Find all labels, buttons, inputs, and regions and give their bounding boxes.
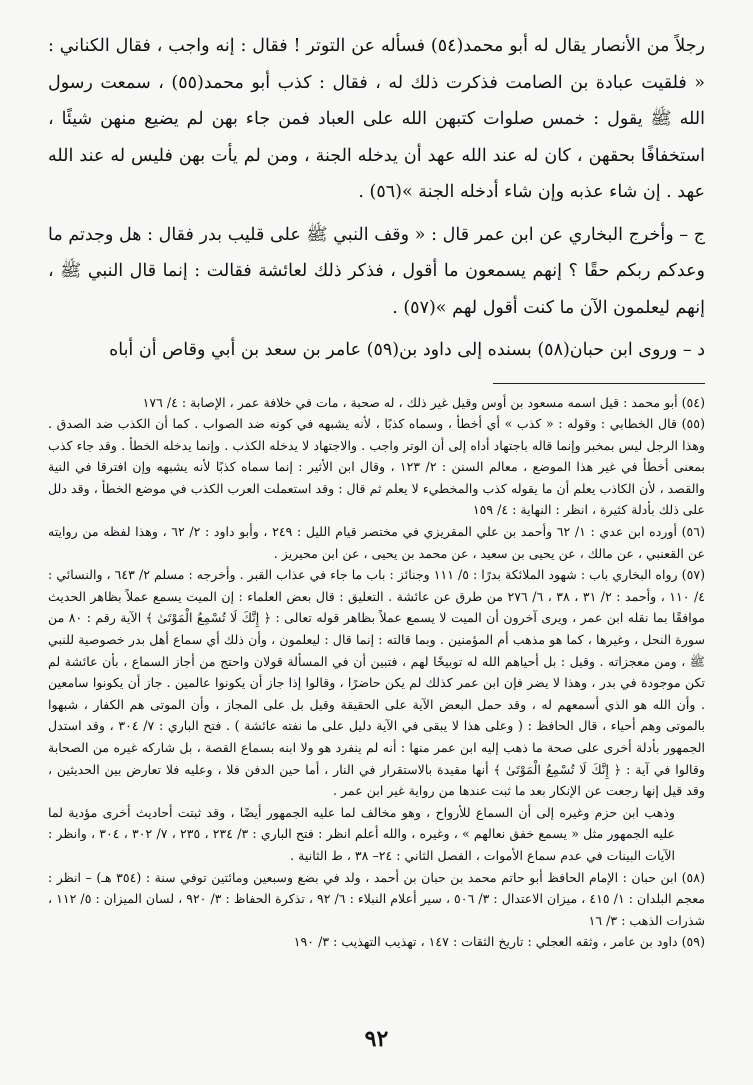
main-paragraph: رجلاً من الأنصار يقال له أبو محمد(٥٤) فسأله عن التوتر ! فقال : إنه واجب ، فقال الكناني : « فلقيت عبادة بن الصامت فذكرت ذلك له ، فقال : كذب أبو محمد(٥٥) ، سمعت رسول الله ﷺ يقول : خمس صلوات كتبهن الله على العباد فمن جاء بهن لم يضيع منهن شيئًا ، استخفافًا بحقهن ، كان له عند الله عهد أن يدخله الجنة ، ومن لم يأت بهن فليس له عند الله عهد . إن شاء عذبه وإن شاء أدخله الجنة »(٥٦) . — [48, 36, 705, 202]
footnote: (٥٨) ابن حبان : الإمام الحافظ أبو حاتم محمد بن حبان بن أحمد ، ولد في بضع وسبعين ومائتين توفي سنة : (٣٥٤ هـ) – انظر : معجم البلدان : ١/ ٤١٥ ، ميزان الاعتدال : ٣/ ٥٠٦ ، سير أعلام النبلاء : ٦/ ٩٢ ، تذكرة الحفاظ : ٣/ ٩٢٠ ، لسان الميزان : ٥/ ١١٢ ، شذرات الذهب : ٣/ ١٦ — [48, 869, 706, 928]
footnote-continuation: وذهب ابن حزم وغيره إلى أن السماع للأرواح ، وهو مخالف لما عليه الجمهور أيضًا ، وقد ثبتت أحاديث أخرى مؤدية لما عليه الجمهور مثل « يسمع خفق نعالهم » ، وغيره ، والله أعلم انظر : فتح الباري : ٣/ ٢٣٤ ، ٢٣٥ ، ٧/ ٣٠٢ ، ٣٠٤ ، وانظر : الآيات البينات في عدم سماع الأموات ، الفصل الثاني : ٢٤– ٣٨ ، ط الثانية . — [48, 804, 675, 863]
footnote: (٥٩) داود بن عامر ، وثقه العجلي : تاريخ الثقات : ١٤٧ ، تهذيب التهذيب : ٣/ ١٩٠ — [293, 934, 705, 950]
footnote: (٥٤) أبو محمد : قيل اسمه مسعود بن أوس وقيل غير ذلك ، له صحبة ، مات في خلافة عمر ، الإصابة : ٤/ ١٧٦ — [142, 394, 705, 410]
footnotes — [48, 392, 705, 953]
page-number: ٩٢ — [364, 1026, 389, 1052]
main-text — [48, 28, 705, 369]
main-paragraph: ج – وأخرج البخاري عن ابن عمر قال : « وقف النبي ﷺ على قليب بدر فقال : هل وجدتم ما وعدكم ربكم حقًا ؟ إنهم يسمعون ما أقول ، فذكر ذلك لعائشة فقالت : إنما قال النبي ﷺ ، إنهم ليعلمون الآن ما كنت أقول لهم »(٥٧) . — [48, 224, 705, 318]
footnote: (٥٧) رواه البخاري باب : شهود الملائكة بدرًا : ٥/ ١١١ وجنائز : باب ما جاء في عذاب القبر . وأخرجه : مسلم ٢/ ٦٤٣ ، والنسائي : ٤/ ١١٠ ، وأحمد : ٢/ ٣١ ، ٣٨ ، ٦/ ٢٧٦ من طرق عن عائشة . التعليق : قال بعض العلماء : إن الميت يسمع عملاً بظاهر الحديث موافقًا بما نقله ابن عمر ، ويرى آخرون أن الميت لا يسمع عملاً بظاهر قوله تعالى : ﴿ إِنَّكَ لَا تُسْمِعُ الْمَوْتَىٰ ﴾ الآية رقم : ٨٠ من سورة النحل ، وغيرها ، كما هو مذهب أم المؤمنين . وبما قالته : إنما قال : ليعلمون ، وأن ذلك أي سماع أهل بدر خصوصية للنبي ﷺ ، ومن معجزاته . وقيل : بل أحياهم الله له توبيخًا لهم ، فتبين أن في المسألة قولان واحتج من أجاز السماع ، بأن عائشة لم تكن موجودة في بدر ، وهذا لا يضر فإن ابن عمر كذلك لم يكن حاضرًا ، وقالوا إذا جاز أن يكونوا عالمين . جاز أن يكونوا سامعين . وأن الله هو الذي أسمعهم له ، وقد حمل البعض الآية على الحقيقة وقيل بل على المجاز ، وأن الموتى هم الكفار ، شبهوا بالموتى وهم أحياء ، قال الحافظ : ( وعلى هذا لا يبقى في الآية دليل على ما نفته عائشة ) . فتح الباري : ٧/ ٣٠٤ ، وقد استدل الجمهور بأدلة أخرى على صحة ما ذهب إليه ابن عمر منها : أنه لم ينفرد هو ولا ابنه بسماع القصة ، بل شاركه غيره من الصحابة وقالوا في آية : ﴿ إِنَّكَ لَا تُسْمِعُ الْمَوْتَىٰ ﴾ أنها مقيدة بالاستقرار في النار ، أما حين الدفن فلا ، وعليه فلا تعارض بين الحديثين ، وقد قيل إنها رجعت عن الإنكار بعد ما ثبت عندها من رواية غير ابن عمر . — [48, 567, 706, 799]
main-paragraph: د – وروى ابن حبان(٥٨) بسنده إلى داود بن(٥٩) عامر بن سعد بن أبي وقاص أن أباه — [109, 340, 705, 360]
footnote: (٥٦) أورده ابن عدي : ١/ ٦٢ وأحمد بن علي المقريزي في مختصر قيام الليل : ٢٤٩ ، وأبو داود : ٢/ ٦٢ ، وهذا لفظه من روايته عن القعنبي ، عن مالك ، عن يحيى بن سعيد ، عن محمد بن يحيى ، عن ابن محيريز . — [48, 524, 705, 561]
footnote: (٥٥) قال الخطابي : وقوله : « كذب » أي أخطأ ، وسماه كذبًا ، لأنه يشبهه في كونه ضد الصواب . كما أن الكذب ضد الصدق . وهذا الرجل ليس بمخبر وإنما قاله باجتهاد أداه إلى أن الوتر واجب . والاجتهاد لا يدخله الكذب . وإنما يدخله الخطأ . وقد جاء كذب بمعنى أخطأ في غير هذا الموضع ، معالم السنن : ٢/ ١٢٣ ، وقال ابن الأثير : إنما سماه كذبًا لأنه يشبهه وإن افترقا في النية والقصد ، لأن الكاذب يعلم أن ما يقوله كذب والمخطيء لا يعلم ثم قال : وقد استعملت العرب الكذب في موضع الخطأ ، وقد دلل على ذلك بأدلة كثيرة ، انظر : النهاية : ٤/ ١٥٩ — [48, 416, 705, 518]
footnote-separator — [493, 383, 705, 384]
